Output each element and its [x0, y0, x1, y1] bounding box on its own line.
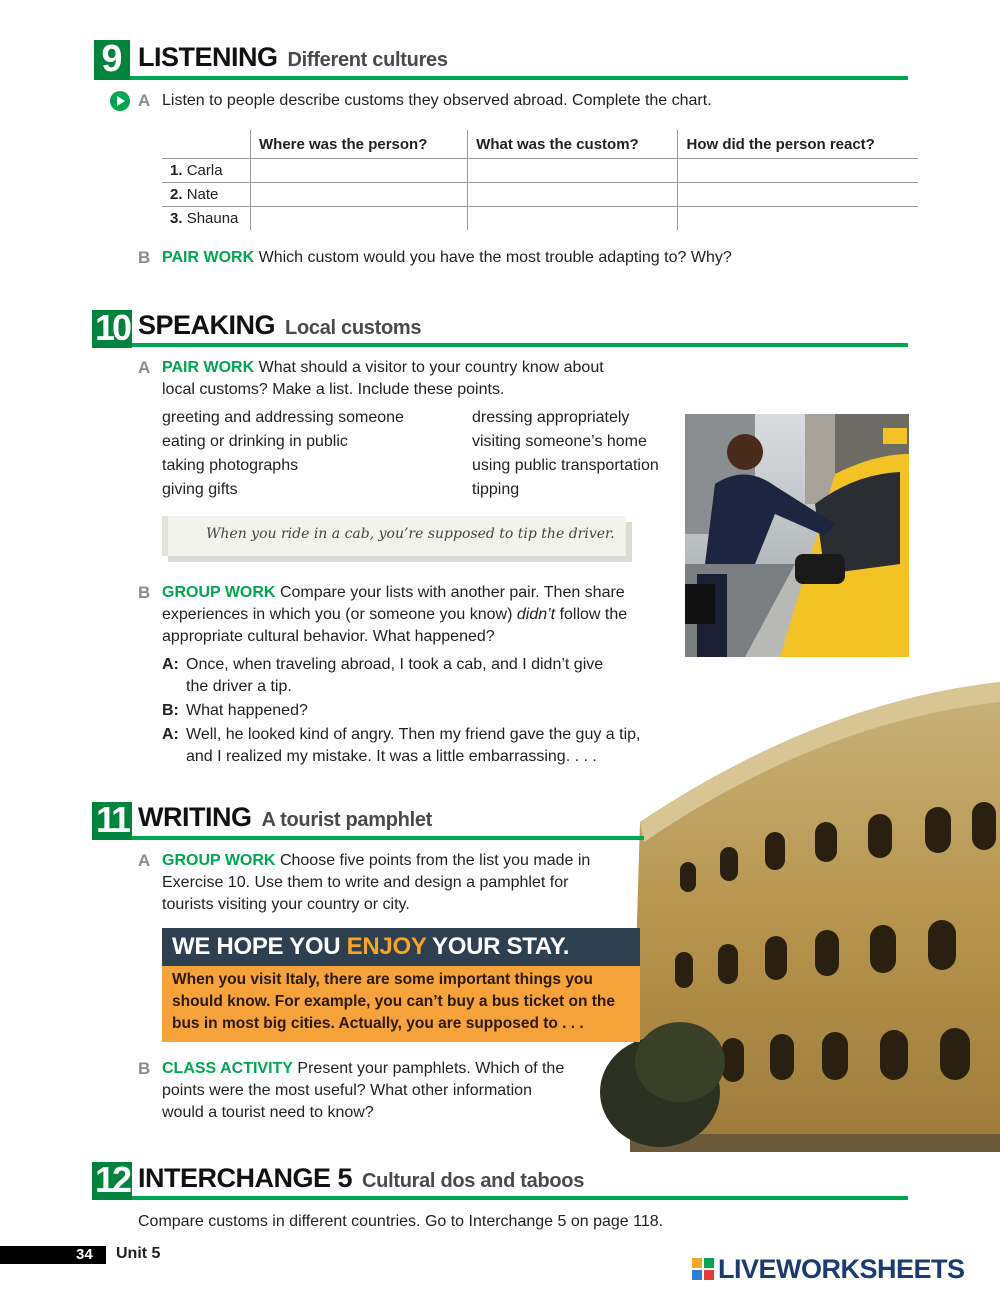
exercise-letter: B — [138, 248, 151, 267]
exercise-letter: A — [138, 358, 151, 377]
section-subtitle: Different cultures — [287, 49, 448, 71]
instruction-body: tourists visiting your country or city. — [162, 896, 410, 913]
section-title-main: SPEAKING — [138, 310, 276, 340]
instruction-body: Choose five points from the list you made in — [279, 852, 591, 869]
speaker-label: A: — [162, 726, 179, 743]
section-title-main: LISTENING — [138, 42, 278, 72]
pamphlet-heading-highlight: ENJOY — [346, 933, 427, 960]
list-item: taking photographs — [162, 457, 299, 474]
colosseum-illustration — [600, 682, 1000, 1152]
section-rule — [132, 343, 908, 347]
instruction-text: Compare customs in different countries. Go to Interchange 5 on page 118. — [138, 1213, 664, 1230]
chart-header: What was the custom? — [468, 130, 678, 159]
pamphlet-heading-text: WE HOPE YOU — [172, 933, 341, 960]
instruction-body: points were the most useful? What other information — [162, 1082, 532, 1099]
row-name: Carla — [186, 162, 223, 179]
unit-label: Unit 5 — [116, 1245, 161, 1262]
chart-cell-input[interactable] — [678, 207, 918, 231]
example-sentence: When you ride in a cab, you’re supposed to tip the driver. — [206, 526, 615, 542]
row-number: 2. — [170, 186, 183, 203]
points-list-left — [162, 406, 404, 502]
audio-play-icon[interactable] — [110, 91, 130, 111]
list-item: giving gifts — [162, 481, 238, 498]
section-subtitle: Local customs — [285, 317, 422, 339]
activity-keyword: PAIR WORK — [162, 359, 255, 376]
dialog-text: Well, he looked kind of angry. Then my friend gave the guy a tip, — [186, 726, 641, 743]
instruction-body: experiences in which you (or someone you know) — [162, 606, 513, 623]
instruction-body: appropriate cultural behavior. What happened? — [162, 628, 495, 645]
activity-keyword: GROUP WORK — [162, 584, 276, 601]
dialog-text: and I realized my mistake. It was a little embarrassing. . . . — [186, 748, 597, 765]
example-sentence-box — [162, 516, 626, 556]
section-number-10: 10 — [92, 310, 132, 348]
instruction-body: What should a visitor to your country know about — [258, 359, 604, 376]
pamphlet-heading — [162, 928, 640, 966]
emphasis-text: didn’t — [516, 606, 556, 623]
list-item: dressing appropriately — [472, 409, 630, 426]
exercise-letter: A — [138, 91, 151, 110]
instruction-body: would a tourist need to know? — [162, 1104, 374, 1121]
pamphlet-line: When you visit Italy, there are some important things you — [172, 971, 593, 988]
instruction-body: Present your pamphlets. Which of the — [297, 1060, 565, 1077]
pamphlet-line: should know. For example, you can’t buy a bus ticket on the — [172, 993, 615, 1010]
section-subtitle: A tourist pamphlet — [261, 809, 433, 831]
chart-cell-input[interactable] — [251, 159, 468, 183]
dialog-text: What happened? — [186, 702, 308, 719]
page-number: 34 — [76, 1246, 93, 1263]
instruction-body: follow the — [559, 606, 628, 623]
section-title-main: WRITING — [138, 802, 252, 832]
exercise-letter: A — [138, 851, 151, 870]
table-row — [162, 159, 918, 183]
instruction-body: Which custom would you have the most trouble adapting to? Why? — [258, 249, 732, 266]
section-number-9: 9 — [94, 40, 130, 80]
speaker-label: B: — [162, 702, 179, 719]
section-title-main: INTERCHANGE 5 — [138, 1163, 353, 1193]
instruction-text: Listen to people describe customs they observed abroad. Complete the chart. — [162, 92, 712, 109]
section-title-speaking — [138, 310, 421, 341]
activity-keyword: CLASS ACTIVITY — [162, 1060, 293, 1077]
chart-cell-input[interactable] — [678, 159, 918, 183]
speaker-label: A: — [162, 656, 179, 673]
row-label — [162, 183, 251, 207]
colosseum-photo — [600, 682, 1000, 1152]
section-title-writing — [138, 802, 432, 833]
section-title-interchange — [138, 1163, 584, 1194]
list-item: eating or drinking in public — [162, 433, 348, 450]
listening-chart — [162, 130, 918, 230]
row-label — [162, 207, 251, 231]
row-label — [162, 159, 251, 183]
section-number-11: 11 — [92, 802, 132, 840]
table-row — [162, 183, 918, 207]
dialog-text: the driver a tip. — [186, 678, 292, 695]
section-number-12: 12 — [92, 1162, 132, 1200]
list-item: tipping — [472, 481, 520, 498]
exercise-letter: B — [138, 583, 151, 602]
list-item: using public transportation — [472, 457, 659, 474]
instruction-text — [162, 247, 732, 269]
liveworksheets-logo-icon — [692, 1258, 714, 1280]
row-number: 3. — [170, 210, 183, 227]
list-item: visiting someone’s home — [472, 433, 647, 450]
taxi-illustration — [685, 414, 909, 657]
table-row — [162, 207, 918, 231]
instruction-text — [162, 1058, 602, 1124]
instruction-text — [162, 357, 662, 401]
liveworksheets-logo[interactable]: LIVEWORKSHEETS — [718, 1254, 965, 1284]
pamphlet-line: bus in most big cities. Actually, you are supposed to . . . — [172, 1015, 584, 1032]
points-list-right — [472, 406, 659, 502]
activity-keyword: GROUP WORK — [162, 852, 276, 869]
chart-cell-input[interactable] — [468, 159, 678, 183]
row-name: Shauna — [186, 210, 239, 227]
instruction-text — [162, 582, 682, 648]
section-title-listening — [138, 42, 448, 73]
activity-keyword: PAIR WORK — [162, 249, 255, 266]
chart-cell-input[interactable] — [468, 183, 678, 207]
instruction-body: Exercise 10. Use them to write and design a pamphlet for — [162, 874, 569, 891]
chart-cell-input[interactable] — [251, 207, 468, 231]
chart-cell-input[interactable] — [251, 183, 468, 207]
row-number: 1. — [170, 162, 183, 179]
section-rule — [130, 76, 908, 80]
exercise-letter: B — [138, 1059, 151, 1078]
instruction-body: local customs? Make a list. Include these points. — [162, 381, 505, 398]
row-name: Nate — [186, 186, 219, 203]
chart-cell-input[interactable] — [678, 183, 918, 207]
dialog-line — [162, 654, 682, 676]
list-item: greeting and addressing someone — [162, 409, 404, 426]
chart-header: Where was the person? — [251, 130, 468, 159]
pamphlet-heading-text: YOUR STAY. — [432, 933, 570, 960]
chart-cell-input[interactable] — [468, 207, 678, 231]
pamphlet-body — [162, 966, 640, 1042]
section-subtitle: Cultural dos and taboos — [362, 1170, 585, 1192]
chart-header: How did the person react? — [678, 130, 918, 159]
dialog-text: Once, when traveling abroad, I took a cab, and I didn’t give — [186, 656, 604, 673]
instruction-body: Compare your lists with another pair. Then share — [279, 584, 625, 601]
instruction-text — [162, 850, 632, 916]
chart-corner — [162, 130, 251, 159]
section-rule — [132, 836, 644, 840]
taxi-photo — [685, 414, 909, 657]
section-rule — [132, 1196, 908, 1200]
